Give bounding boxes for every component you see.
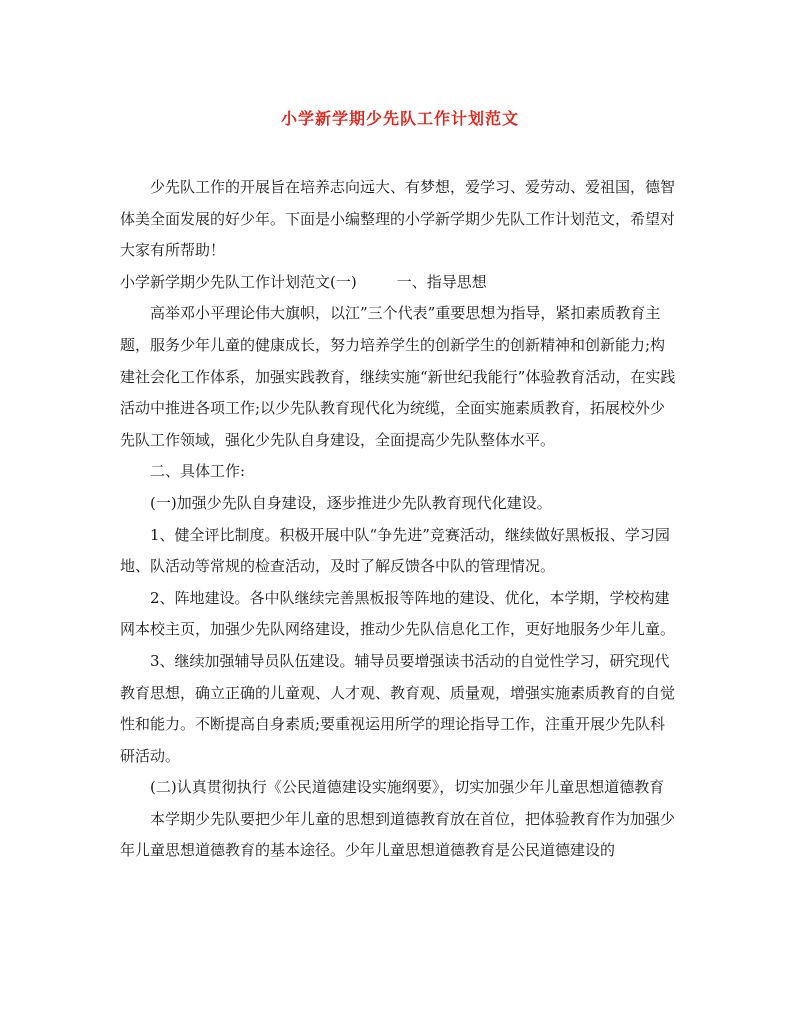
heading-specific-work: 二、具体工作: bbox=[150, 462, 246, 481]
moral-education-paragraph: 本学期少先队要把少年儿童的思想到道德教育放在首位，把体验教育作为加强少年儿童思想道德教育的基本途径。少年儿童思想道德教育是公民道德建设的 bbox=[120, 809, 676, 860]
subsection-2: (二)认真贯彻执行《公民道德建设实施纲要》，切实加强少年儿童思想道德教育 bbox=[150, 778, 665, 797]
item-3-paragraph: 3、继续加强辅导员队伍建设。辅导员要增强读书活动的自觉性学习，研究现代教育思想，确立正确的儿童观、人才观、教育观、质量观，增强实施素质教育的自觉性和能力。不断提高自身素质;要重视运用所学的理论指导工作，注重开展少先队科研活动。 bbox=[120, 651, 676, 765]
guiding-thoughts-paragraph: 高举邓小平理论伟大旗帜，以江”三个代表”重要思想为指导，紧扣素质教育主题，服务少年儿童的健康成长，努力培养学生的创新学生的创新精神和创新能力;构建社会化工作体系，加强实践教育，继续实施“新世纪我能行”体验教育活动，在实践活动中推进各项工作;以少先队教育现代化为统缆，全面实施素质教育，拓展校外少先队工作领域，强化少先队自身建设，全面提高少先队整体水平。 bbox=[120, 304, 676, 449]
subsection-1: (一)加强少先队自身建设，逐步推进少先队教育现代化建设。 bbox=[150, 493, 552, 512]
intro-paragraph: 少先队工作的开展旨在培养志向远大、有梦想，爱学习、爱劳动、爱祖国，德智体美全面发展的好少年。下面是小编整理的小学新学期少先队工作计划范文，希望对大家有所帮助！ bbox=[120, 178, 676, 260]
document-title: 小学新学期少先队工作计划范文 bbox=[280, 109, 519, 128]
section-heading-line bbox=[120, 267, 680, 299]
document-body bbox=[120, 172, 680, 867]
item-1-paragraph: 1、健全评比制度。积极开展中队“争先进”竞赛活动，继续做好黑板报、学习园地、队活动等常规的检查活动，及时了解反馈各中队的管理情况。 bbox=[120, 525, 670, 576]
section-title: 小学新学期少先队工作计划范文(一) bbox=[120, 272, 357, 291]
item-2-paragraph: 2、阵地建设。各中队继续完善黑板报等阵地的建设、优化，本学期，学校构建网本校主页，加强少先队网络建设，推动少先队信息化工作，更好地服务少年儿童。 bbox=[120, 588, 676, 639]
heading-guiding-thoughts: 一、指导思想 bbox=[396, 272, 487, 291]
